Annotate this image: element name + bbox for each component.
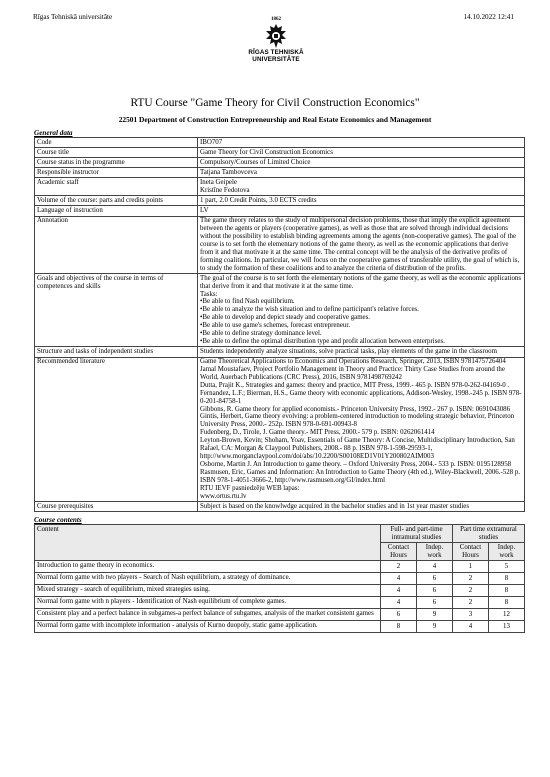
general-data-value: Game Theory for Civil Construction Economics	[198, 148, 525, 158]
general-data-key: Language of instruction	[35, 206, 198, 216]
indep-work-extramural: 13	[489, 621, 525, 633]
contact-hours-extramural: 4	[453, 621, 489, 633]
general-data-label: General data	[34, 129, 73, 137]
general-data-row	[35, 148, 525, 158]
contact-hours-extramural: 2	[453, 585, 489, 597]
general-data-row	[35, 347, 525, 357]
general-data-value: 1 part, 2.0 Credit Points, 3.0 ECTS credits	[198, 196, 525, 206]
indep-work-intramural: 9	[417, 609, 453, 621]
general-data-row	[35, 158, 525, 168]
general-data-key: Code	[35, 138, 198, 148]
content-cell: Normal form game with incomplete information - analysis of Kurno duopoly, static game application.	[35, 621, 381, 633]
general-data-value: Ineta Geipele Kristīne Fedotova	[198, 178, 525, 196]
indep-work-intramural: 4	[417, 561, 453, 573]
header-contact-1: Contact Hours	[381, 543, 417, 561]
general-data-key: Structure and tasks of independent studies	[35, 347, 198, 357]
general-data-row	[35, 206, 525, 216]
logo-year: 1862	[271, 17, 281, 22]
content-cell: Normal form game with n players - Identification of Nash equilibrium of complete games.	[35, 597, 381, 609]
indep-work-extramural: 8	[489, 573, 525, 585]
course-content-row	[35, 621, 525, 633]
header-contact-2: Contact Hours	[453, 543, 489, 561]
contact-hours-intramural: 4	[381, 585, 417, 597]
indep-work-intramural: 6	[417, 597, 453, 609]
general-data-value: Subject is based on the knowlwdge acquired in the bachelor studies and in 1st year master studies	[198, 502, 525, 512]
course-content-row	[35, 573, 525, 585]
general-data-key: Annotation	[35, 216, 198, 274]
contact-hours-intramural: 4	[381, 573, 417, 585]
course-contents-label: Course contents	[34, 516, 82, 524]
contact-hours-extramural: 2	[453, 597, 489, 609]
course-content-row	[35, 561, 525, 573]
contact-hours-extramural: 1	[453, 561, 489, 573]
general-data-key: Recommended literature	[35, 357, 198, 502]
indep-work-extramural: 5	[489, 561, 525, 573]
course-content-row	[35, 597, 525, 609]
contact-hours-extramural: 3	[453, 609, 489, 621]
contact-hours-intramural: 2	[381, 561, 417, 573]
general-data-row	[35, 138, 525, 148]
header-content: Content	[35, 525, 381, 561]
general-data-value: The game theory relates to the study of multipersonal decision problems, those that imply the explicit agreement between the agents or players (cooperative games), as well as those that are solved through individual decisions without the possibility to establish binding agreements among the agents (non-cooperative games). The goal of the course is to set forth the elementary notions of the game theory, as well as the economic applications that derive from it and that motivate it at the same time. The central concept will be the analysis of the derivative profits of forming coalitions. In particular, we will focus on the cooperative games of transferable utility, the goal of which is, to study the formation of these coalitions and to analyze the criteria of distribution of the profits.	[198, 216, 525, 274]
indep-work-extramural: 8	[489, 597, 525, 609]
crest-icon	[264, 23, 288, 49]
header-indep-2: Indep. work	[489, 543, 525, 561]
general-data-row	[35, 178, 525, 196]
contact-hours-intramural: 4	[381, 597, 417, 609]
contact-hours-intramural: 6	[381, 609, 417, 621]
general-data-value: Tatjana Tambovceva	[198, 168, 525, 178]
indep-work-intramural: 9	[417, 621, 453, 633]
header-datetime: 14.10.2022 12:41	[463, 13, 514, 21]
content-cell: Mixed strategy - search of equilibrium, mixed strategies using.	[35, 585, 381, 597]
indep-work-intramural: 6	[417, 585, 453, 597]
indep-work-extramural: 12	[489, 609, 525, 621]
university-logo	[248, 17, 304, 75]
course-content-row	[35, 585, 525, 597]
logo-line-2: UNIVERSITĀTE	[252, 56, 300, 63]
general-data-key: Course title	[35, 148, 198, 158]
header-intramural: Full- and part-time intramural studies	[381, 525, 453, 543]
content-cell: Normal form game with two players - Search of Nash equilibrium, a strategy of dominance.	[35, 573, 381, 585]
course-contents-table	[34, 524, 525, 633]
general-data-value: Game Theoretical Applications to Economics and Operations Research, Springer, 2013, ISBN 9781475726404 Jamal Moustafaev, Project Portfolio Management in Theory and Practice: Thirty Case Studies from around the World, Auerbach Publications (CRC Press), 2016, ISBN 9781498769242 Dutta, Prajit K., Strategies and games: theory and practice, MIT Press, 1999.- 465 p. ISBN 978-0-262-04169-0 . Fernandez, L.F.; Bierman, H.S., Game theory with economic applications, Addison-Wesley, 1998.-245 p. ISBN 978-0-201-84758-1 Gibbons, R. Game theory for applied economists.- Princeton University Press, 1992.- 267 p. ISBN: 0691043086 Gintis, Herbert, Game theory evolving: a problem-centered introduction to modeling strategic behavior, Princeton University Press, 2000.- 252p. ISBN 978-0-691-00943-8 Fudenberg, D., Tirole, J. Game theory.- MIT Press, 2000.- 579 p. ISBN: 0262061414 Leyton-Brown, Kevin; Shoham, Yoav, Essentials of Game Theory: A Concise, Multidisciplinary Introduction, San Rafael, CA: Morgan & Claypool Publishers, 2008.- 88 p. ISBN 978-1-598-29593-1, http://www.morganclaypool.com/doi/abs/10.2200/S00108ED1V01Y200802AIM003 Osborne, Martin J. An Introduction to game theory. – Oxford University Press, 2004.- 533 p. ISBN: 0195128958 Rasmusen, Eric, Games and Information: An Introduction to Game Theory (4th ed.), Wiley-Blackwell, 2006.-528 p. ISBN 978-1-4051-3666-2, http://www.rasmusen.org/GI/index.html RTU IEVF pasniedzēju WEB lapas: www.ortus.rtu.lv	[198, 357, 525, 502]
general-data-row	[35, 357, 525, 502]
general-data-table	[34, 137, 525, 512]
general-data-key: Volume of the course: parts and credits points	[35, 196, 198, 206]
general-data-value: LV	[198, 206, 525, 216]
general-data-value: The goal of the course is to set forth the elementary notions of the game theory, as well as the economic applications that derive from it and that motivate it at the same time. Tasks: •Be able to find Nash equilibrium. •Be able to analyze the wish situation and to define participant's relative forces. •Be able to develop and depict steady and cooperative games. •Be able to use game's schemes, forecast entrepreneur. •Be able to define strategy dominance level. •Be able to define the optimal distribution type and profit allocation between enterprises.	[198, 274, 525, 347]
logo-line-1: RĪGAS TEHNISKĀ	[248, 49, 304, 56]
general-data-key: Academic staff	[35, 178, 198, 196]
contact-hours-extramural: 2	[453, 573, 489, 585]
header-extramural: Part time extramural studies	[453, 525, 525, 543]
general-data-value: IBO707	[198, 138, 525, 148]
indep-work-intramural: 6	[417, 573, 453, 585]
general-data-key: Course status in the programme	[35, 158, 198, 168]
department-subtitle: 22501 Department of Construction Entrepreneurship and Real Estate Economics and Management	[118, 115, 432, 124]
general-data-key: Goals and objectives of the course in terms of competences and skills	[35, 274, 198, 347]
general-data-key: Responsible instructor	[35, 168, 198, 178]
content-cell: Introduction to game theory in economics.	[35, 561, 381, 573]
general-data-row	[35, 216, 525, 274]
course-content-row	[35, 609, 525, 621]
contact-hours-intramural: 8	[381, 621, 417, 633]
content-cell: Consistent play and a perfect balance in subgames-a perfect balance of subgames, analysis of the market consistent games	[35, 609, 381, 621]
course-title: RTU Course "Game Theory for Civil Construction Economics"	[130, 97, 420, 109]
general-data-value: Compulsory/Courses of Limited Choice	[198, 158, 525, 168]
general-data-row	[35, 502, 525, 512]
header-university: Rīgas Tehniskā universitāte	[33, 13, 113, 21]
general-data-key: Course prerequisites	[35, 502, 198, 512]
general-data-value: Students independently analyze situations, solve practical tasks, play elements of the game in the classroom	[198, 347, 525, 357]
indep-work-extramural: 8	[489, 585, 525, 597]
general-data-row	[35, 196, 525, 206]
general-data-row	[35, 274, 525, 347]
header-indep-1: Indep. work	[417, 543, 453, 561]
general-data-row	[35, 168, 525, 178]
